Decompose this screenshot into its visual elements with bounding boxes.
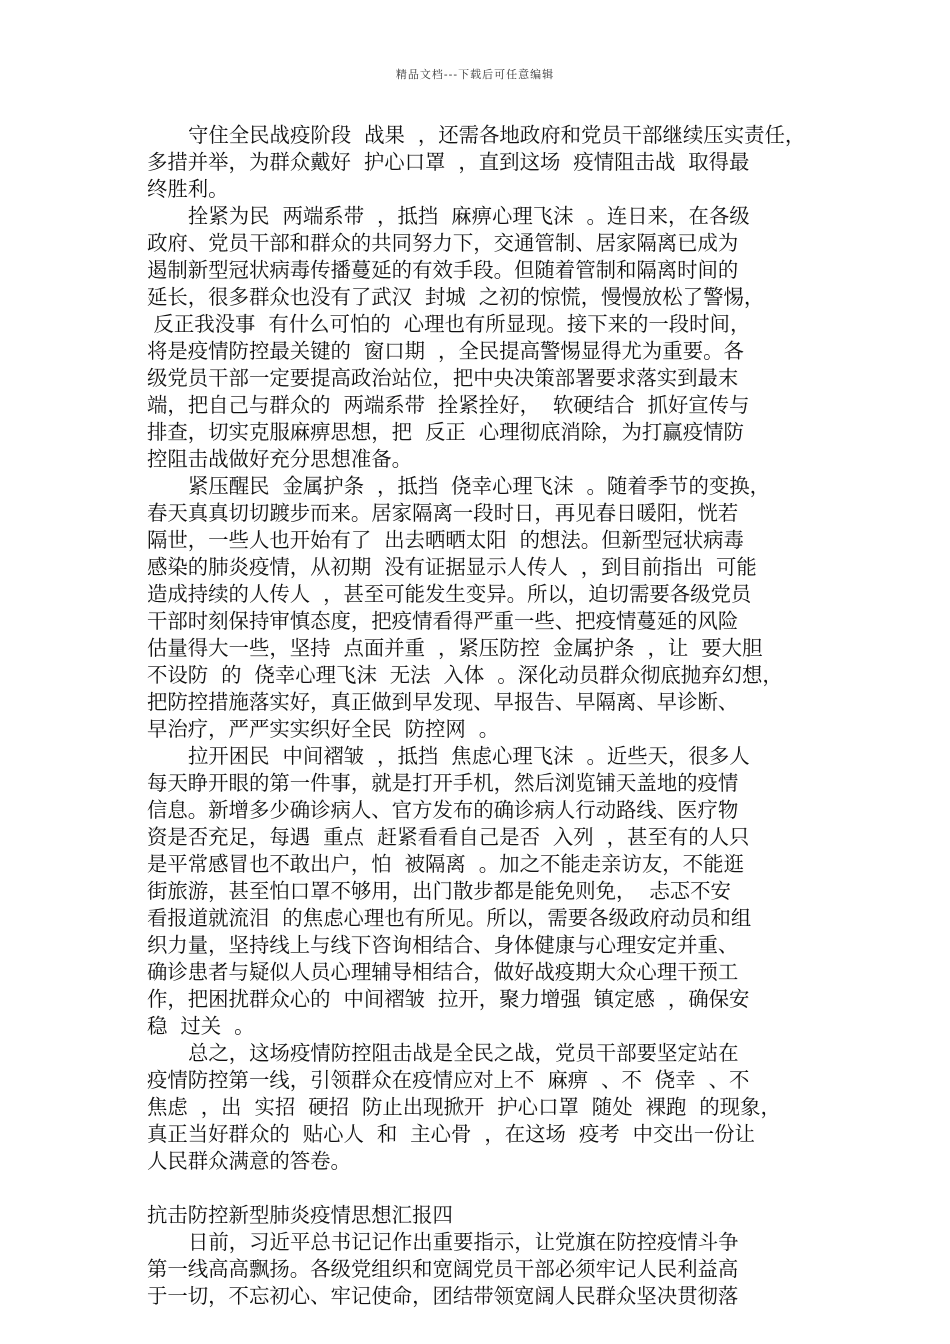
text-line: 确诊患者与疑似人员心理辅导相结合，做好战疫期大众心理干预工 — [147, 960, 739, 984]
section-heading — [147, 1202, 815, 1229]
text-line: 级党员干部一定要提高政治站位，把中央决策部署要求落实到最末 — [147, 366, 739, 390]
text-line: 信息。新增多少确诊病人、官方发布的确诊病人行动路线、医疗物 — [147, 798, 739, 822]
text-line: 终胜利。 — [147, 177, 229, 201]
text-line: 资是否充足，每遇 重点 赶紧看看自己是否 入列 ，甚至有的人只 — [147, 825, 750, 849]
text-line: 排查，切实克服麻痹思想，把 反正 心理彻底消除，为打赢疫情防 — [147, 420, 744, 444]
text-line: 总之，这场疫情防控阻击战是全民之战，党员干部要坚定站在 — [188, 1041, 739, 1065]
text-line: 稳 过关 。 — [147, 1014, 255, 1038]
text-line: 看报道就流泪 的焦虑心理也有所见。所以，需要各级政府动员和组 — [147, 906, 752, 930]
text-line: 疫情防控第一线，引领群众在疫情应对上不 麻痹 、不 侥幸 、不 — [147, 1068, 750, 1092]
text-line: 政府、党员干部和群众的共同努力下，交通管制、居家隔离已成为 — [147, 231, 739, 255]
text-line: 早治疗，严严实实织好全民 防控网 。 — [147, 717, 500, 741]
paragraph — [147, 743, 815, 1040]
text-line: 紧压醒民 金属护条 ，抵挡 侥幸心理飞沫 。随着季节的变换， — [188, 474, 771, 498]
text-line: 日前，习近平总书记记作出重要指示，让党旗在防控疫情斗争 — [188, 1230, 739, 1254]
paragraph — [147, 122, 815, 203]
text-line: 把防控措施落实好，真正做到早发现、早报告、早隔离、早诊断、 — [147, 690, 739, 714]
text-line: 人民群众满意的答卷。 — [147, 1149, 351, 1173]
paragraph — [147, 203, 815, 473]
text-line: 感染的肺炎疫情，从初期 没有证据显示人传人 ，到目前指出 可能 — [147, 555, 757, 579]
text-line: 控阻击战做好充分思想准备。 — [147, 447, 413, 471]
text-line: 隔世，一些人也开始有了 出去晒晒太阳 的想法。但新型冠状病毒 — [147, 528, 744, 552]
text-line: 抗击防控新型肺炎疫情思想汇报四 — [147, 1203, 453, 1227]
text-line: 不设防 的 侥幸心理飞沫 无法 入体 。深化动员群众彻底抛弃幻想， — [147, 663, 783, 687]
text-line: 估量得大一些，坚持 点面并重 ，紧压防控 金属护条 ，让 要大胆 — [147, 636, 763, 660]
text-line: 拴紧为民 两端系带 ，抵挡 麻痹心理飞沫 。连日来，在各级 — [188, 204, 750, 228]
text-line: 作，把困扰群众心的 中间褶皱 拉开，聚力增强 镇定感 ，确保安 — [147, 987, 750, 1011]
paragraph — [147, 473, 815, 743]
text-line: 多措并举，为群众戴好 护心口罩 ，直到这场 疫情阻击战 取得最 — [147, 150, 750, 174]
text-line: 是平常感冒也不敢出户，怕 被隔离 。加之不能走亲访友，不能逛 — [147, 852, 744, 876]
text-line: 织力量，坚持线上与线下咨询相结合、身体健康与心理安定并重、 — [147, 933, 739, 957]
paragraph — [147, 1040, 815, 1175]
text-line: 街旅游，甚至怕口罩不够用，出门散步都是能免则免， 忐忑不安 — [147, 879, 731, 903]
text-line: 春天真真切切踱步而来。居家隔离一段时日，再见春日暖阳，恍若 — [147, 501, 739, 525]
text-line: 第一线高高飘扬。各级党组织和宽阔党员干部必须牢记人民利益高 — [147, 1257, 739, 1281]
text-line: 于一切，不忘初心、牢记使命，团结带领宽阔人民群众坚决贯彻落 — [147, 1284, 739, 1308]
paragraph — [147, 1229, 815, 1310]
text-line: 反正我没事 有什么可怕的 心理也有所显现。接下来的一段时间， — [147, 312, 751, 336]
document-body — [147, 122, 815, 1310]
text-line: 真正当好群众的 贴心人 和 主心骨 ，在这场 疫考 中交出一份让 — [147, 1122, 755, 1146]
text-line: 延长，很多群众也没有了武汉 封城 之初的惊慌，慢慢放松了警惕， — [147, 285, 765, 309]
text-line: 焦虑 ，出 实招 硬招 防止出现掀开 护心口罩 随处 裸跑 的现象， — [147, 1095, 781, 1119]
text-line: 遏制新型冠状病毒传播蔓延的有效手段。但随着管制和隔离时间的 — [147, 258, 739, 282]
text-line: 干部时刻保持审慎态度，把疫情看得严重一些、把疫情蔓延的风险 — [147, 609, 739, 633]
text-line: 造成持续的人传人 ，甚至可能发生变异。所以，迫切需要各级党员 — [147, 582, 752, 606]
blank-line — [147, 1175, 815, 1202]
text-line: 端，把自己与群众的 两端系带 拴紧拴好， 软硬结合 抓好宣传与 — [147, 393, 750, 417]
page-header: 精品文档---下载后可任意编辑 — [395, 68, 555, 81]
text-line: 将是疫情防控最关键的 窗口期 ，全民提高警惕显得尤为重要。各 — [147, 339, 744, 363]
text-line: 守住全民战疫阶段 战果 ，还需各地政府和党员干部继续压实责任， — [188, 123, 806, 147]
text-line: 每天睁开眼的第一件事，就是打开手机，然后浏览铺天盖地的疫情 — [147, 771, 739, 795]
text-line: 拉开困民 中间褶皱 ，抵挡 焦虑心理飞沫 。近些天，很多人 — [188, 744, 750, 768]
